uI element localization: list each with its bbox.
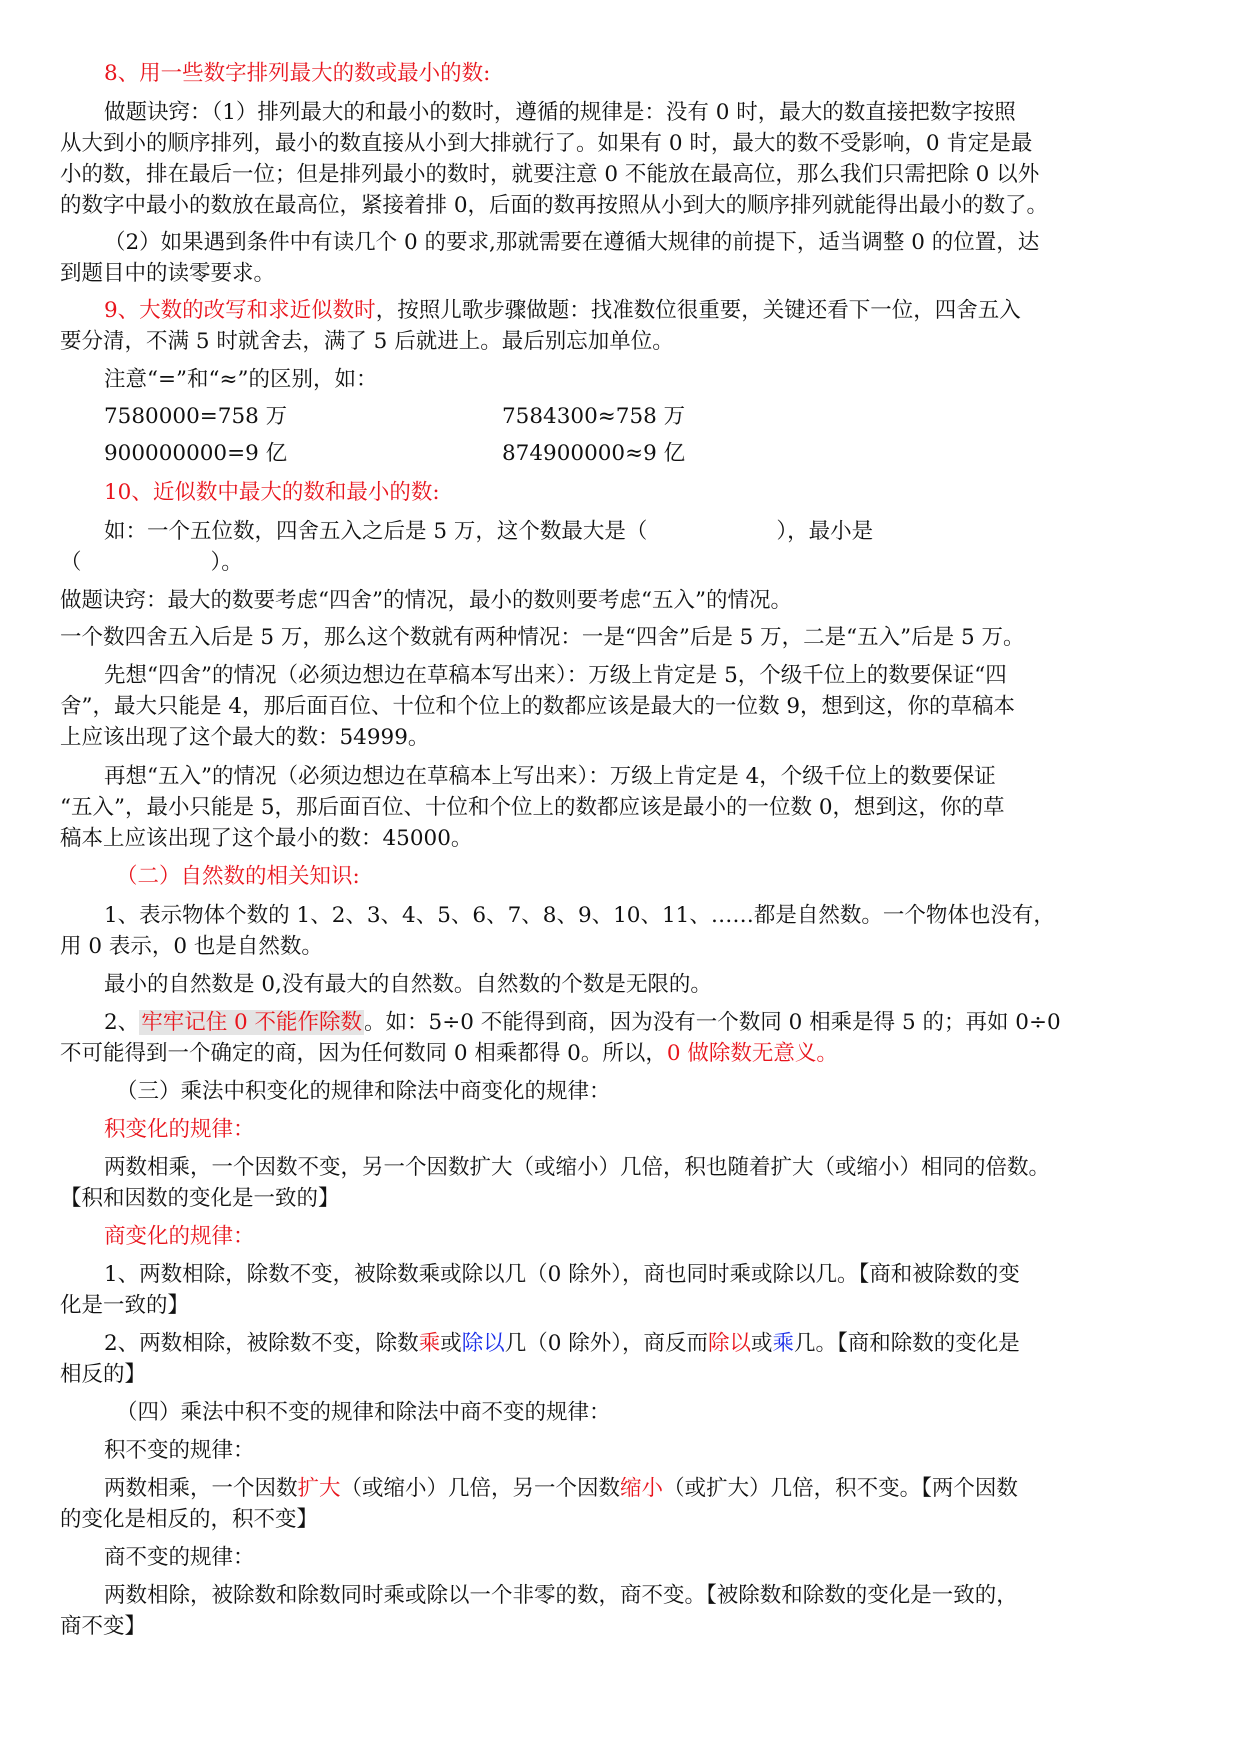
subheading-product-change: 积变化的规律： (104, 1117, 255, 1142)
emphasis-text: 除以 (461, 1331, 505, 1356)
paragraph-line (104, 1473, 1185, 1504)
paragraph-line: 做题诀窍：最大的数要考虑“四舍”的情况，最小的数则要考虑“五入”的情况。 (60, 588, 792, 613)
paragraph-line: 用 0 表示，0 也是自然数。 (60, 934, 323, 959)
paragraph-line: 的变化是相反的，积不变】 (60, 1507, 319, 1532)
paragraph-line: 小的数，排在最后一位；但是排列最小的数时，就要注意 0 不能放在最高位，那么我们只需把除 0 以外 (60, 162, 1040, 187)
emphasis-text: 0 做除数无意义。 (666, 1041, 838, 1066)
inline-text: 两数相乘，一个因数 (104, 1476, 298, 1501)
paragraph-line: 从大到小的顺序排列，最小的数直接从小到大排就行了。如果有 0 时，最大的数不受影响，0 肯定是最 (60, 131, 1033, 156)
paragraph-line: （2）如果遇到条件中有读几个 0 的要求,那就需要在遵循大规律的前提下，适当调整 0 的位置，达 (104, 230, 1040, 255)
paragraph-line: 再想“五入”的情况（必须边想边在草稿本上写出来）：万级上肯定是 4，个级千位上的数要保证 (104, 764, 996, 789)
subheading-quotient-change: 商变化的规律： (104, 1224, 255, 1249)
example-row (104, 401, 1185, 432)
section-heading-product-quotient-invariant: （四）乘法中积不变的规律和除法中商不变的规律： (116, 1400, 611, 1425)
paragraph-line: 两数相乘，一个因数不变，另一个因数扩大（或缩小）几倍，积也随着扩大（或缩小）相同的倍数。 (104, 1155, 1051, 1180)
section-heading-natural-numbers: （二）自然数的相关知识: (116, 864, 360, 889)
paragraph-line: 商不变】 (60, 1614, 147, 1639)
emphasis-text: 扩大 (297, 1476, 341, 1501)
paragraph-line (104, 1328, 1185, 1359)
example-approx: 7584300≈758 万 (502, 404, 686, 429)
paragraph-line: 要分清，不满 5 时就舍去，满了 5 后就进上。最后别忘加单位。 (60, 329, 674, 354)
example-approx: 874900000≈9 亿 (502, 441, 686, 466)
inline-text: 几（0 除外），商反而 (504, 1331, 708, 1356)
paragraph-line: 到题目中的读零要求。 (60, 261, 276, 286)
inline-text: （或缩小）几倍，另一个因数 (340, 1476, 621, 1501)
inline-text: 。如：5÷0 不能得到商，因为没有一个数同 0 相乘是得 5 的；再如 0÷0 (364, 1010, 1061, 1035)
subheading-product-invariant: 积不变的规律： (104, 1438, 255, 1463)
example-equal: 900000000=9 亿 (104, 441, 288, 466)
paragraph-line: 稿本上应该出现了这个最小的数：45000。 (60, 826, 473, 851)
paragraph-line: 【积和因数的变化是一致的】 (60, 1186, 340, 1211)
inline-text: 或 (751, 1331, 773, 1356)
inline-text: ，按照儿歌步骤做题：找准数位很重要，关键还看下一位，四舍五入 (375, 298, 1021, 323)
subheading-quotient-invariant: 商不变的规律： (104, 1545, 255, 1570)
section-heading-9: 9、大数的改写和求近似数时 (104, 298, 376, 323)
paragraph-line: 上应该出现了这个最大的数：54999。 (60, 725, 430, 750)
inline-text: 或 (440, 1331, 462, 1356)
inline-text: （或扩大）几倍，积不变。【两个因数 (663, 1476, 1018, 1501)
emphasis-text: 乘 (772, 1331, 795, 1356)
paragraph-line: “五入”，最小只能是 5，那后面百位、十位和个位上的数都应该是最小的一位数 0，想到这，你的草 (60, 795, 1005, 820)
paragraph-line: 1、表示物体个数的 1、2、3、4、5、6、7、8、9、10、11、……都是自然数。一个物体也没有， (104, 903, 1055, 928)
paragraph-line (60, 1038, 1185, 1069)
paragraph-line: 注意“=”和“≈”的区别，如： (104, 367, 378, 392)
example-equal: 7580000=758 万 (104, 404, 288, 429)
paragraph-line: （ ）。 (60, 550, 243, 575)
section-heading-10: 10、近似数中最大的数和最小的数: (104, 480, 440, 505)
emphasis-text: 乘 (418, 1331, 441, 1356)
paragraph-line: 相反的】 (60, 1362, 147, 1387)
inline-text: 不可能得到一个确定的商，因为任何数同 0 相乘都得 0。所以， (60, 1041, 667, 1066)
paragraph-line: 两数相除，被除数和除数同时乘或除以一个非零的数，商不变。【被除数和除数的变化是一致的， (104, 1583, 1018, 1608)
emphasis-text: 缩小 (620, 1476, 664, 1501)
inline-text: 2、 (104, 1010, 140, 1035)
paragraph-line: 化是一致的】 (60, 1293, 190, 1318)
section-heading-9-line (104, 295, 1185, 326)
emphasis-text: 除以 (708, 1331, 752, 1356)
example-row (104, 438, 1185, 469)
section-heading-8: 8、用一些数字排列最大的数或最小的数: (104, 61, 491, 86)
paragraph-line: 如：一个五位数，四舍五入之后是 5 万，这个数最大是（ ），最小是 (104, 519, 874, 544)
inline-text: 2、两数相除，被除数不变，除数 (104, 1331, 419, 1356)
paragraph-line: 舍”，最大只能是 4，那后面百位、十位和个位上的数都应该是最大的一位数 9，想到这，你的草稿本 (60, 694, 1016, 719)
paragraph-line: 最小的自然数是 0,没有最大的自然数。自然数的个数是无限的。 (104, 972, 712, 997)
paragraph-line: 做题诀窍：（1）排列最大的和最小的数时，遵循的规律是：没有 0 时，最大的数直接把数字按照 (104, 100, 1016, 125)
paragraph-line: 1、两数相除，除数不变，被除数乘或除以几（0 除外），商也同时乘或除以几。【商和被除数的变 (104, 1262, 1020, 1287)
paragraph-line: 一个数四舍五入后是 5 万，那么这个数就有两种情况：一是“四舍”后是 5 万，二是“五入”后是 5 万。 (60, 625, 1025, 650)
highlighted-rule: 牢牢记住 0 不能作除数 (141, 1010, 363, 1035)
paragraph-line: 的数字中最小的数放在最高位，紧接着排 0，后面的数再按照从小到大的顺序排列就能得出最小的数了。 (60, 193, 1049, 218)
inline-text: 几。【商和除数的变化是 (794, 1331, 1020, 1356)
paragraph-line: 先想“四舍”的情况（必须边想边在草稿本写出来）：万级上肯定是 5，个级千位上的数要保证“四 (104, 663, 1007, 688)
paragraph-line (104, 1007, 1185, 1038)
section-heading-product-quotient-change: （三）乘法中积变化的规律和除法中商变化的规律： (116, 1079, 611, 1104)
